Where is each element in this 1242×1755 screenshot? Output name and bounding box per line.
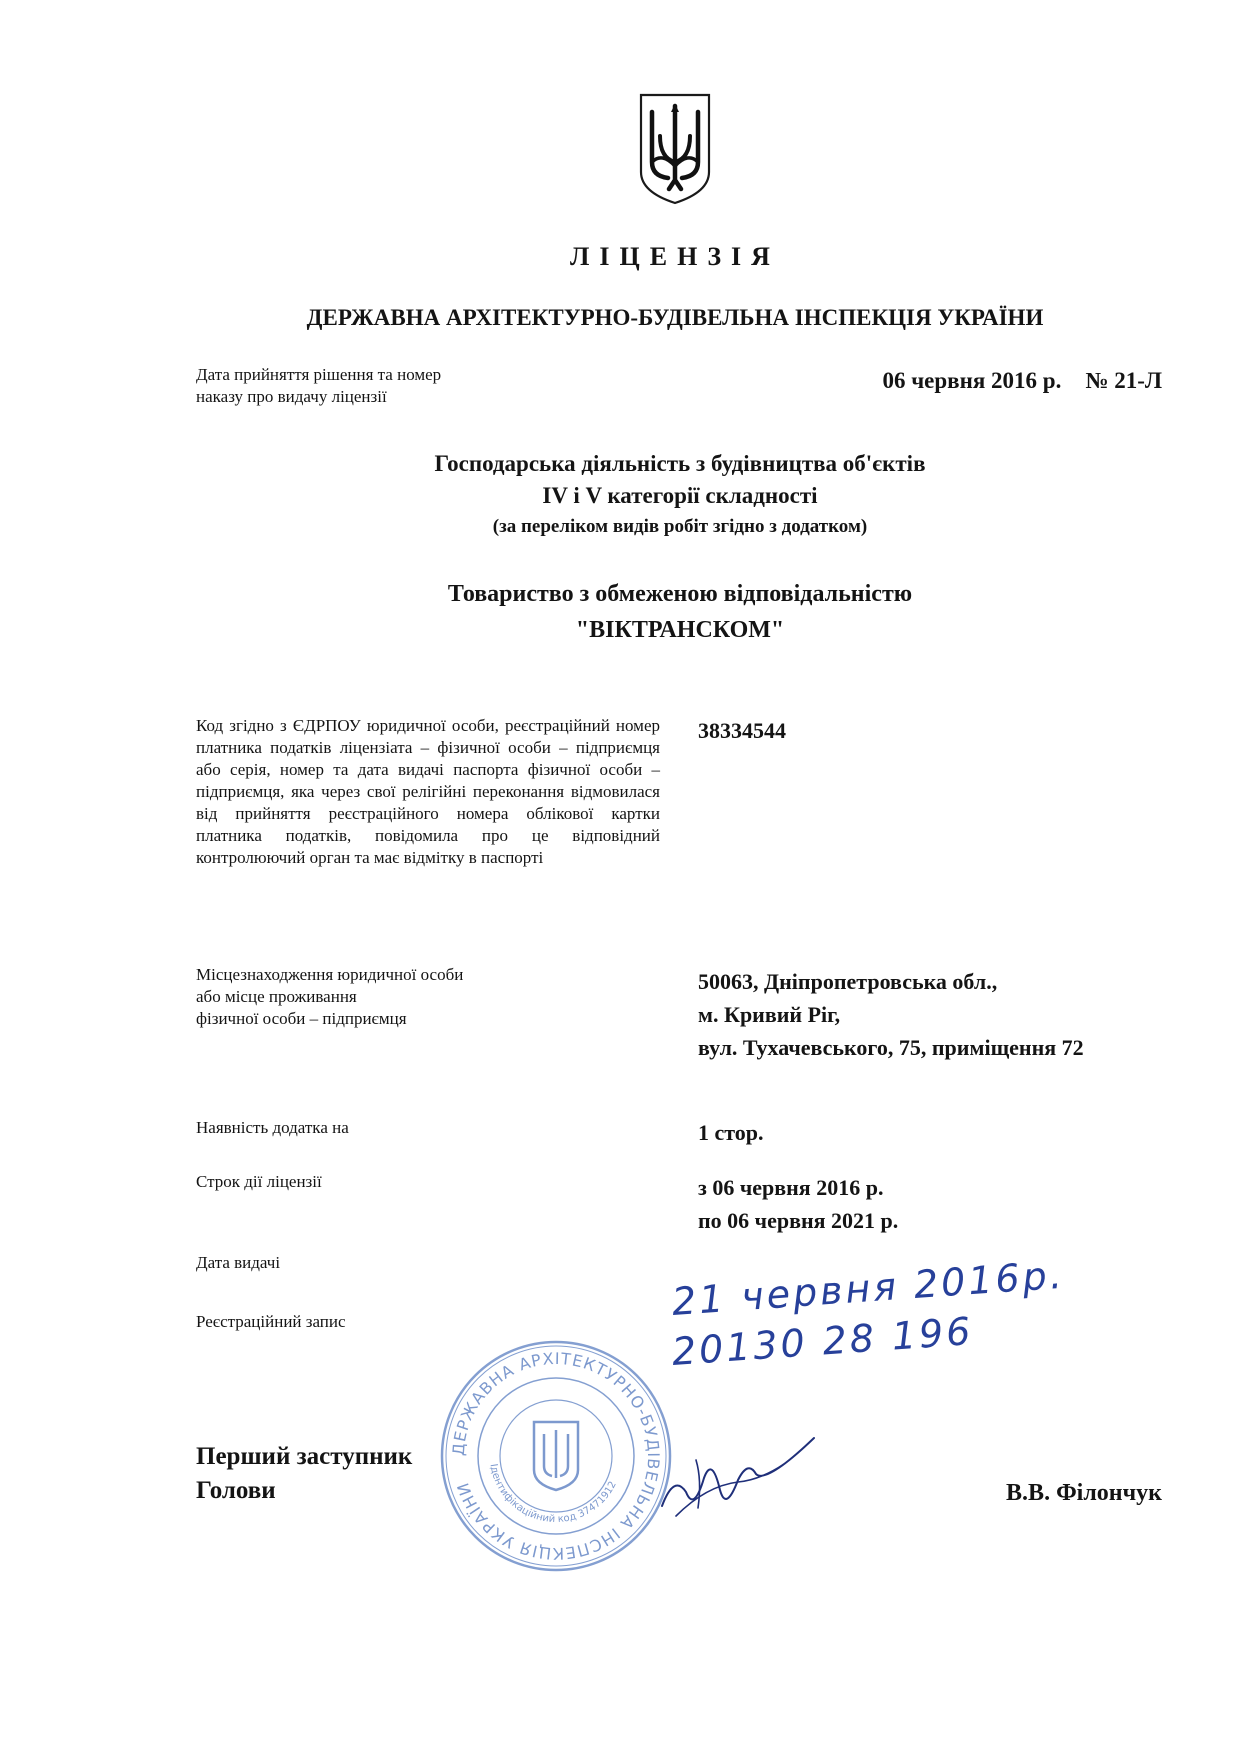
licensee-line: "ВІКТРАНСКОМ": [575, 617, 785, 643]
decision-value: [840, 368, 1162, 394]
activity-line: Господарська діяльність з будівництва об'єктів: [434, 451, 926, 476]
address-label-line: або місце проживання: [196, 987, 357, 1006]
svg-text:Ідентифікаційний код 37471912: [488, 1463, 619, 1525]
trident-coat-of-arms-icon: [638, 92, 712, 206]
activity-note: (за переліком видів робіт згідно з додатком): [492, 516, 868, 537]
activity-line: IV і V категорії складності: [542, 483, 818, 508]
address-line: м. Кривий Ріг,: [698, 1002, 841, 1027]
signer-position: [196, 1440, 412, 1508]
code-label: Код згідно з ЄДРПОУ юридичної особи, реєстраційний номер платника податків ліцензіата – фізичної особи – підприємця або серія, номер та дата видачі паспорта фізичної особи – підприємця, яка через свої релігійні переконання відмовилася від прийняття реєстраційного номера облікової картки платника податків, повідомила про це відповідний контролюючий орган та має відмітку в паспорті: [196, 716, 660, 867]
handwritten-issue-date: 21 червня 2016р.: [670, 1252, 1067, 1324]
stamp-ring-text: ДЕРЖАВНА АРХІТЕКТУРНО-БУДІВЕЛЬНА ІНСПЕКЦІЯ УКРАЇНИ: [448, 1348, 664, 1564]
annex-value: 1 стор.: [698, 1120, 764, 1145]
signer-position-line: Голови: [196, 1477, 276, 1504]
address-label-line: Місцезнаходження юридичної особи: [196, 965, 464, 984]
activity-description: [300, 448, 1060, 542]
address-line: вул. Тухачевського, 75, приміщення 72: [698, 1035, 1084, 1060]
stamp-trident-icon: [534, 1422, 578, 1490]
signer-name: В.В. Філончук: [1006, 1480, 1162, 1506]
stamp-inner-text: Ідентифікаційний код 37471912: [487, 1463, 619, 1526]
term-value: [698, 1171, 898, 1237]
address-label: [196, 964, 596, 1030]
term-to: по 06 червня 2021 р.: [698, 1208, 899, 1233]
licensee-name: [300, 576, 1060, 648]
registry-label: Реєстраційний запис: [196, 1312, 346, 1331]
decision-label-line: наказу про видачу ліцензії: [196, 387, 387, 406]
official-stamp: [438, 1338, 674, 1574]
term-label: Строк дії ліцензії: [196, 1172, 322, 1191]
address-label-line: фізичної особи – підприємця: [196, 1009, 407, 1028]
signature-mark: [656, 1420, 816, 1530]
document-title: ЛІЦЕНЗІЯ: [570, 242, 780, 271]
issue-date-label: Дата видачі: [196, 1253, 281, 1272]
decision-label: [196, 364, 516, 408]
decision-date: 06 червня 2016 р.: [882, 368, 1062, 393]
annex-label: Наявність додатка на: [196, 1118, 349, 1137]
handwritten-registry-number: 20130 28 196: [670, 1308, 975, 1374]
decision-number: № 21-Л: [1085, 368, 1162, 393]
code-value: 38334544: [698, 718, 786, 743]
issuing-authority: ДЕРЖАВНА АРХІТЕКТУРНО-БУДІВЕЛЬНА ІНСПЕКЦІЯ УКРАЇНИ: [306, 305, 1044, 330]
decision-label-line: Дата прийняття рішення та номер: [196, 365, 442, 384]
term-from: з 06 червня 2016 р.: [698, 1175, 884, 1200]
signer-position-line: Перший заступник: [196, 1443, 413, 1470]
address-line: 50063, Дніпропетровська обл.,: [698, 969, 998, 994]
licensee-line: Товариство з обмеженою відповідальністю: [447, 581, 913, 607]
address-value: [698, 965, 1178, 1064]
